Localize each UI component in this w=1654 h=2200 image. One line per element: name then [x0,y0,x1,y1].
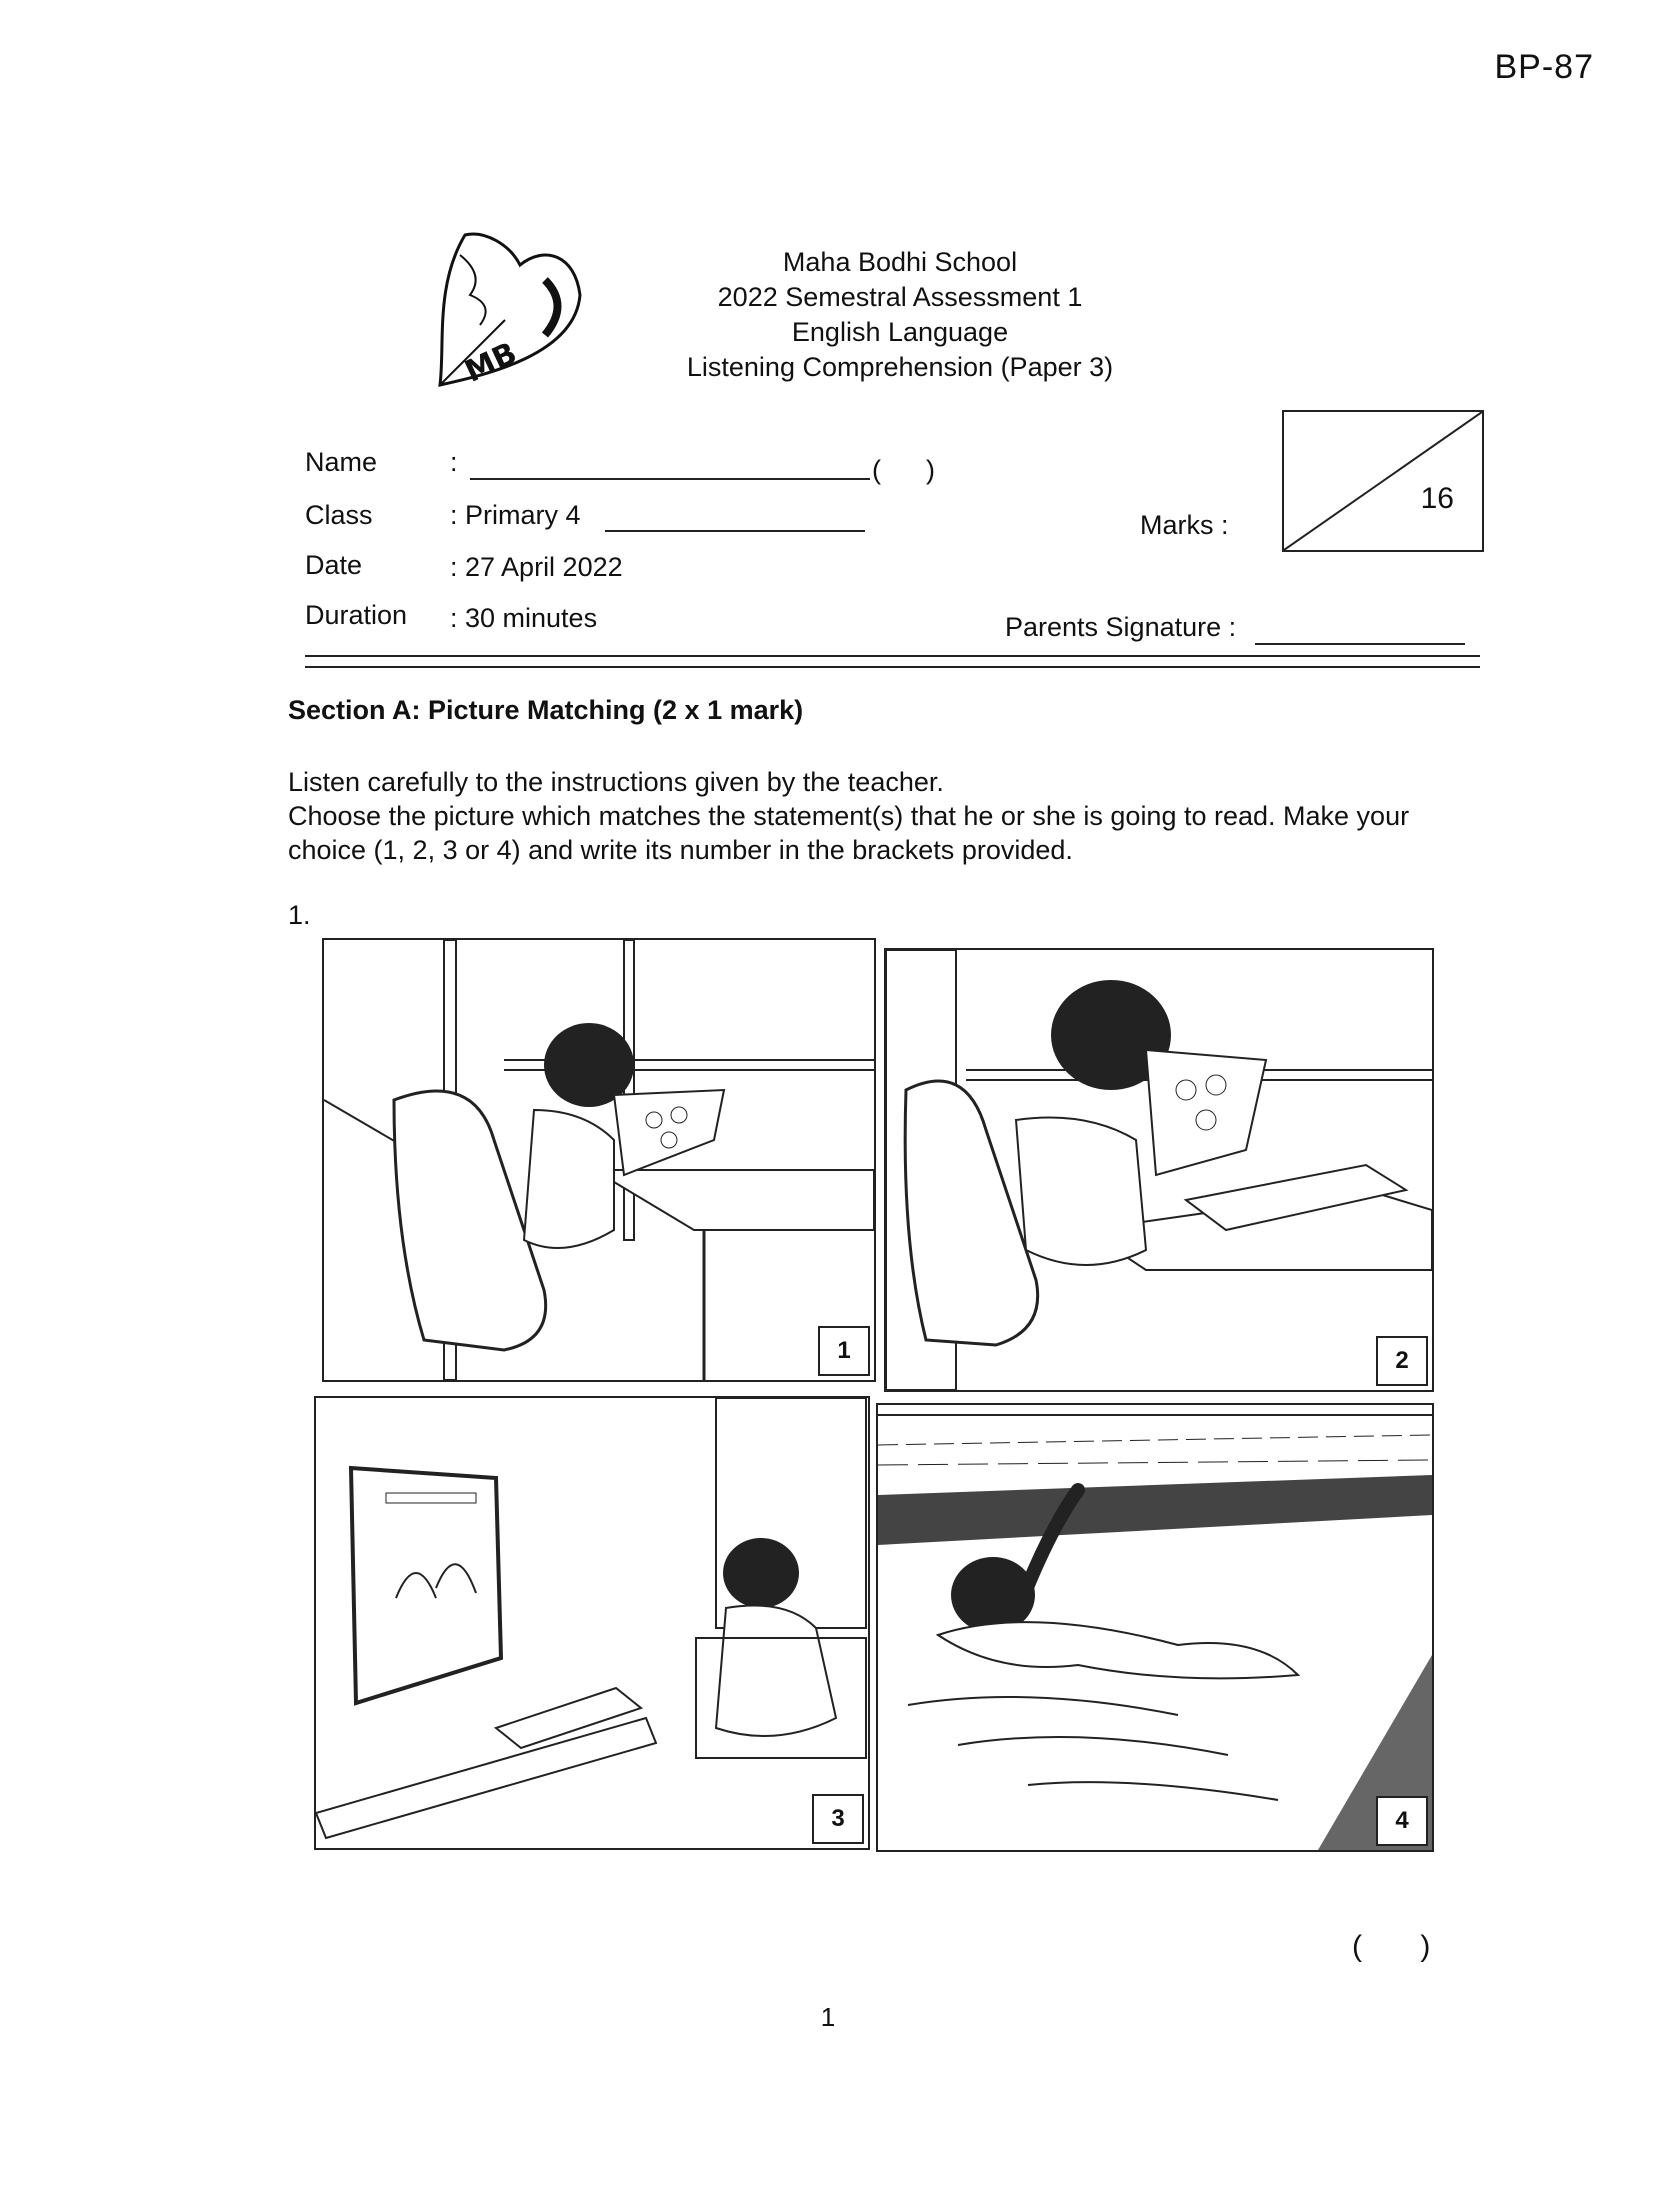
class-value: : Primary 4 [450,500,581,530]
marks-total: 16 [1420,482,1454,515]
page-number: 1 [820,2002,836,2032]
class-label: Class [305,500,373,530]
instructions [288,765,1488,867]
question-number: 1. [288,900,311,930]
instruction-line-1: Listen carefully to the instructions given by the teacher. [288,767,944,797]
header-block [640,245,1160,385]
section-title: Section A: Picture Matching (2 x 1 mark) [288,695,804,725]
date-label: Date [305,550,363,580]
duration-label: Duration [305,600,408,630]
picture-option-2[interactable] [884,948,1434,1392]
signature-field[interactable] [1255,643,1465,645]
duration-value: : 30 minutes [450,603,598,633]
school-logo [425,225,595,395]
picture-number-2: 2 [1376,1336,1428,1386]
diagonal-line-icon [1284,412,1482,550]
picture-option-4[interactable] [876,1403,1434,1852]
picture-option-1[interactable] [322,938,876,1382]
class-field[interactable] [605,530,865,532]
boy-playing-video-game-icon [316,1398,868,1848]
boy-swimming-icon [878,1405,1432,1850]
register-number-brackets: ( ) [872,455,935,485]
name-field[interactable] [470,478,870,480]
paper-title: Listening Comprehension (Paper 3) [686,352,1114,382]
date-value: : 27 April 2022 [450,552,623,582]
boy-drawing-icon [886,950,1432,1390]
signature-label: Parents Signature : [1005,612,1237,642]
header-divider-2 [305,666,1480,668]
picture-number-3: 3 [812,1794,864,1844]
marks-box[interactable] [1282,410,1484,552]
marks-label: Marks : [1140,510,1229,540]
subject-title: English Language [791,317,1009,347]
assessment-title: 2022 Semestral Assessment 1 [717,282,1083,312]
answer-brackets[interactable]: ( ) [1352,1930,1431,1963]
header-divider [305,655,1480,657]
picture-grid [322,938,1430,1850]
name-colon: : [450,447,458,477]
name-label: Name [305,447,378,477]
school-name: Maha Bodhi School [782,247,1018,277]
instruction-line-2: Choose the picture which matches the statement(s) that he or she is going to read. Make your choice (1, 2, 3 or 4) and write its number in the brackets provided. [288,801,1410,865]
picture-option-3[interactable] [314,1396,870,1850]
document-code: BP-87 [1494,48,1594,86]
boy-reading-comic-icon [324,940,874,1380]
svg-text:MB: MB [459,335,523,390]
picture-number-4: 4 [1376,1796,1428,1846]
picture-number-1: 1 [818,1326,870,1376]
leaf-logo-icon [425,225,595,395]
